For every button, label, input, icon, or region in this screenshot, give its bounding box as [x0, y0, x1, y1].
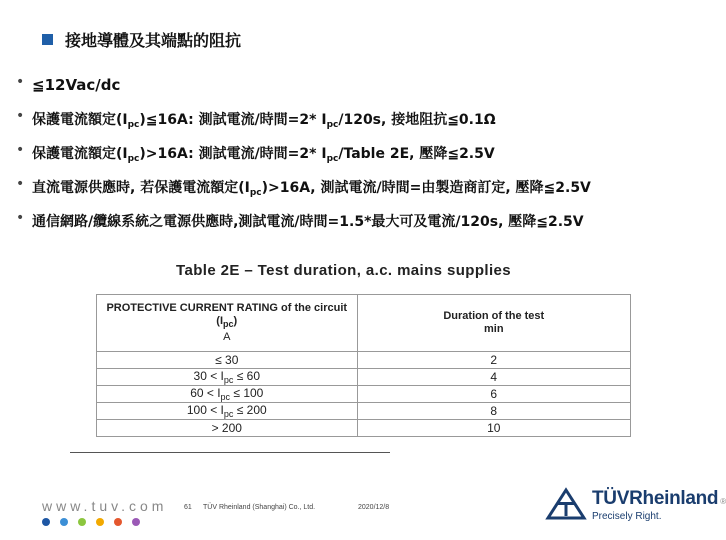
logo-registered-mark: ® — [720, 497, 726, 506]
bullet-dot-icon: • — [16, 142, 25, 158]
title-text: 接地導體及其端點的阻抗 — [65, 31, 242, 50]
footer-color-dots — [42, 518, 140, 526]
bullet-text: 通信網路/纜線系統之電源供應時,測試電流/時間=1.5*最大可及電流/120s, 壓降≦2.5V — [32, 214, 584, 230]
table-cell-range: $30 < I_{pc} \le 60$ — [97, 369, 358, 386]
footer-dot-icon — [132, 518, 140, 526]
bullet-list — [14, 68, 718, 238]
column-header-current-rating: PROTECTIVE CURRENT RATING of the circuit $(I_{pc})$ A — [97, 295, 358, 352]
table-cell-duration: 8 — [357, 403, 630, 420]
column-header-duration: Duration of the test min — [357, 295, 630, 352]
bullet-item — [14, 204, 718, 238]
bullet-dot-icon: • — [16, 74, 25, 90]
bullet-item — [14, 170, 718, 204]
logo-name: TÜVRheinland — [592, 488, 719, 509]
bullet-item — [14, 102, 718, 136]
table-row — [97, 386, 631, 403]
slide-title — [42, 28, 241, 51]
bullet-text: ≦12Vac/dc — [32, 76, 121, 94]
table-cell-range: > 200 — [97, 420, 358, 437]
footer-dot-icon — [60, 518, 68, 526]
footer-page-number: 61 — [184, 504, 192, 511]
test-duration-table — [96, 294, 631, 437]
bullet-dot-icon: • — [16, 108, 25, 124]
footer-website: www.tuv.com — [42, 498, 168, 514]
tuv-rheinland-logo — [546, 488, 726, 522]
table-row — [97, 352, 631, 369]
table-cell-range: ≤ 30 — [97, 352, 358, 369]
table-cell-duration: 2 — [357, 352, 630, 369]
table-cell-range: $100 < I_{pc} \le 200$ — [97, 403, 358, 420]
bullet-item — [14, 136, 718, 170]
tuv-triangle-icon — [546, 488, 586, 520]
bullet-dot-icon: • — [16, 210, 25, 226]
footer-dot-icon — [114, 518, 122, 526]
table-row — [97, 403, 631, 420]
logo-tagline: Precisely Right. — [592, 511, 662, 522]
table-row — [97, 420, 631, 437]
footer-date: 2020/12/8 — [358, 504, 390, 511]
footer-dot-icon — [42, 518, 50, 526]
footer-company: TÜV Rheinland (Shanghai) Co., Ltd. — [203, 504, 316, 511]
footer-dot-icon — [78, 518, 86, 526]
table-cell-duration: 6 — [357, 386, 630, 403]
test-duration-table-figure — [70, 262, 655, 457]
title-bullet-square — [42, 34, 53, 45]
table-cell-duration: 4 — [357, 369, 630, 386]
table-cell-duration: 10 — [357, 420, 630, 437]
table-row — [97, 369, 631, 386]
bullet-text: 保護電流額定$(I_{pc})≦16A$: 測試電流/時間=2* $I_{pc}/120s$, 接地阻抗≦0.1Ω — [32, 111, 496, 130]
table-bottom-rule — [70, 452, 390, 453]
footer-dot-icon — [96, 518, 104, 526]
bullet-text: 保護電流額定$(I_{pc})>16A$: 測試電流/時間=2* $I_{pc}$/Table 2E, 壓降≦2.5V — [32, 145, 495, 164]
table-caption: Table 2E – Test duration, a.c. mains supplies — [176, 262, 512, 279]
bullet-item — [14, 68, 718, 102]
bullet-dot-icon: • — [16, 176, 25, 192]
bullet-text: 直流電源供應時, 若保護電流額定$(I_{pc})>16A$, 測試電流/時間=由製造商訂定, 壓降≦2.5V — [32, 179, 591, 198]
table-cell-range: $60 < I_{pc} \le 100$ — [97, 386, 358, 403]
